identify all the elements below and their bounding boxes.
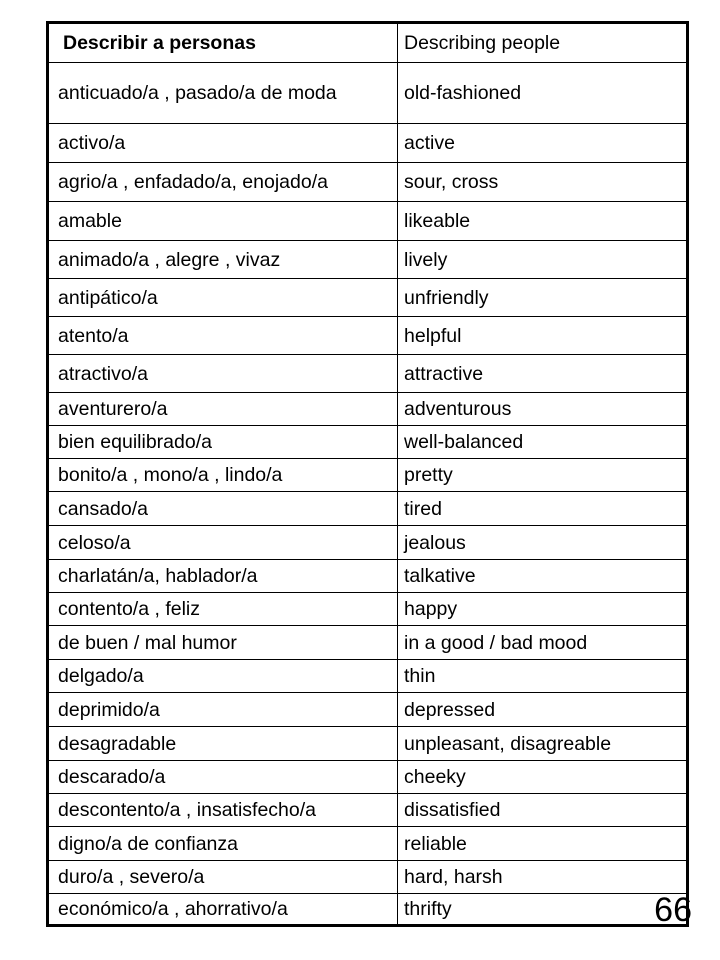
spanish-term: económico/a , ahorrativo/a bbox=[48, 894, 398, 926]
english-translation: old-fashioned bbox=[398, 63, 688, 124]
english-translation: talkative bbox=[398, 560, 688, 593]
table-row bbox=[48, 459, 688, 492]
spanish-term: duro/a , severo/a bbox=[48, 861, 398, 894]
english-translation: in a good / bad mood bbox=[398, 626, 688, 660]
spanish-term: contento/a , feliz bbox=[48, 593, 398, 626]
spanish-term: descontento/a , insatisfecho/a bbox=[48, 794, 398, 827]
header-spanish: Describir a personas bbox=[48, 23, 398, 63]
table-row bbox=[48, 492, 688, 526]
table-row bbox=[48, 626, 688, 660]
english-translation: happy bbox=[398, 593, 688, 626]
table-row bbox=[48, 861, 688, 894]
spanish-term: activo/a bbox=[48, 124, 398, 163]
spanish-term: anticuado/a , pasado/a de moda bbox=[48, 63, 398, 124]
english-translation: lively bbox=[398, 241, 688, 279]
spanish-term: atento/a bbox=[48, 317, 398, 355]
table-row bbox=[48, 560, 688, 593]
table-row bbox=[48, 163, 688, 202]
header-english: Describing people bbox=[398, 23, 688, 63]
english-translation: well-balanced bbox=[398, 426, 688, 459]
table-row bbox=[48, 124, 688, 163]
english-translation: hard, harsh bbox=[398, 861, 688, 894]
english-translation: unpleasant, disagreable bbox=[398, 727, 688, 761]
english-translation: pretty bbox=[398, 459, 688, 492]
spanish-term: amable bbox=[48, 202, 398, 241]
vocabulary-table-body bbox=[48, 23, 688, 926]
english-translation: sour, cross bbox=[398, 163, 688, 202]
english-translation: attractive bbox=[398, 355, 688, 393]
spanish-term: agrio/a , enfadado/a, enojado/a bbox=[48, 163, 398, 202]
english-translation: likeable bbox=[398, 202, 688, 241]
table-row bbox=[48, 426, 688, 459]
table-row bbox=[48, 63, 688, 124]
english-translation: adventurous bbox=[398, 393, 688, 426]
table-row bbox=[48, 660, 688, 693]
table-row bbox=[48, 827, 688, 861]
english-translation: dissatisfied bbox=[398, 794, 688, 827]
english-translation: tired bbox=[398, 492, 688, 526]
spanish-term: delgado/a bbox=[48, 660, 398, 693]
spanish-term: animado/a , alegre , vivaz bbox=[48, 241, 398, 279]
english-translation: depressed bbox=[398, 693, 688, 727]
spanish-term: charlatán/a, hablador/a bbox=[48, 560, 398, 593]
english-translation: cheeky bbox=[398, 761, 688, 794]
table-row bbox=[48, 393, 688, 426]
table-row bbox=[48, 526, 688, 560]
table-row bbox=[48, 355, 688, 393]
table-row bbox=[48, 202, 688, 241]
spanish-term: antipático/a bbox=[48, 279, 398, 317]
spanish-term: descarado/a bbox=[48, 761, 398, 794]
spanish-term: celoso/a bbox=[48, 526, 398, 560]
spanish-term: bien equilibrado/a bbox=[48, 426, 398, 459]
english-translation: thin bbox=[398, 660, 688, 693]
spanish-term: cansado/a bbox=[48, 492, 398, 526]
spanish-term: atractivo/a bbox=[48, 355, 398, 393]
spanish-term: desagradable bbox=[48, 727, 398, 761]
english-translation: unfriendly bbox=[398, 279, 688, 317]
english-translation: active bbox=[398, 124, 688, 163]
table-row bbox=[48, 317, 688, 355]
table-row bbox=[48, 894, 688, 926]
table-row bbox=[48, 761, 688, 794]
page-number: 66 bbox=[654, 891, 692, 929]
english-translation: jealous bbox=[398, 526, 688, 560]
header-row bbox=[48, 23, 688, 63]
table-row bbox=[48, 794, 688, 827]
english-translation: reliable bbox=[398, 827, 688, 861]
table-row bbox=[48, 727, 688, 761]
spanish-term: de buen / mal humor bbox=[48, 626, 398, 660]
table-row bbox=[48, 593, 688, 626]
spanish-term: deprimido/a bbox=[48, 693, 398, 727]
spanish-term: digno/a de confianza bbox=[48, 827, 398, 861]
english-translation: thrifty bbox=[398, 894, 688, 926]
table-row bbox=[48, 693, 688, 727]
english-translation: helpful bbox=[398, 317, 688, 355]
spanish-term: bonito/a , mono/a , lindo/a bbox=[48, 459, 398, 492]
table-row bbox=[48, 241, 688, 279]
spanish-term: aventurero/a bbox=[48, 393, 398, 426]
vocabulary-table bbox=[46, 21, 689, 927]
table-row bbox=[48, 279, 688, 317]
